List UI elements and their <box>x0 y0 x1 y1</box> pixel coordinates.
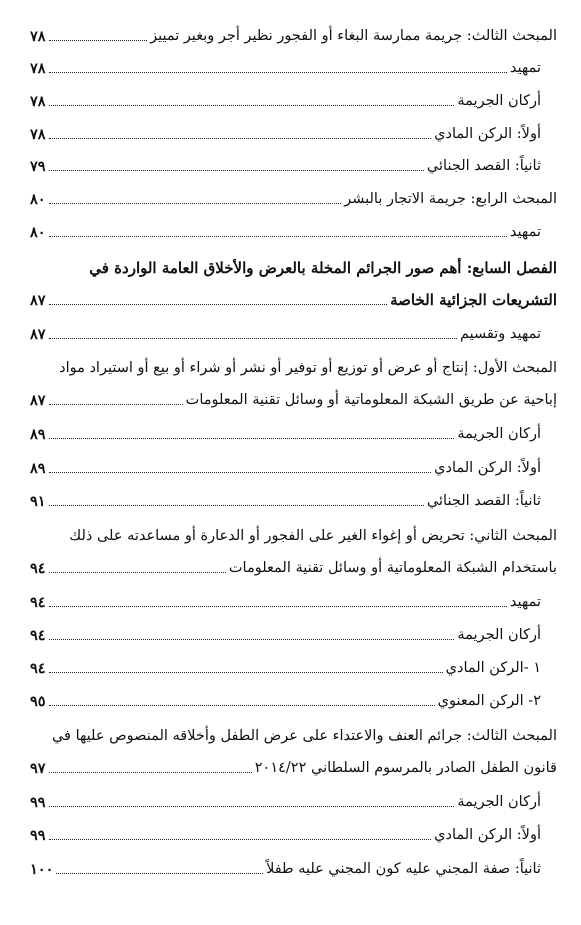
dot-leader <box>49 138 432 139</box>
toc-entry[interactable] <box>30 685 541 717</box>
toc-entry[interactable] <box>30 118 541 150</box>
dot-leader <box>49 404 183 405</box>
toc-page-number: ٨٧ <box>30 325 46 343</box>
toc-entry-title-line1: الفصل السابع: أهم صور الجرائم المخلة بالعرض والأخلاق العامة الواردة في <box>89 259 557 277</box>
dot-leader <box>49 705 435 706</box>
toc-page-number: ١٠٠ <box>30 860 54 878</box>
toc-entry-title: أولاً: الركن المادي <box>434 126 541 142</box>
toc-entry-title-line2: باستخدام الشبكة المعلوماتية أو وسائل تقنية المعلومات <box>228 560 557 576</box>
dot-leader <box>49 72 507 73</box>
toc-entry-title: تمهيد <box>509 224 541 240</box>
toc-page-number: ٩٩ <box>30 826 46 844</box>
toc-entry-title: أركان الجريمة <box>457 93 541 109</box>
toc-entry-title: تمهيد <box>509 60 541 76</box>
toc-entry-title-line1: المبحث الثاني: تحريض أو إغواء الغير على الفجور أو الدعارة أو مساعدته على ذلك <box>69 528 557 544</box>
toc-entry-title-line2: التشريعات الجزائية الخاصة <box>390 291 557 309</box>
toc-entry[interactable] <box>30 752 557 784</box>
dot-leader <box>49 40 148 41</box>
toc-page-number: ٩٤ <box>30 626 46 644</box>
toc-page-number: ٧٨ <box>30 92 46 110</box>
toc-entry[interactable] <box>30 853 541 885</box>
toc-page-number: ٨٩ <box>30 459 46 477</box>
dot-leader <box>49 772 252 773</box>
toc-entry[interactable] <box>30 150 541 182</box>
toc-entry[interactable] <box>30 318 541 350</box>
dot-leader <box>49 236 507 237</box>
toc-entry-title: تمهيد <box>509 594 541 610</box>
dot-leader <box>56 873 263 874</box>
toc-entry-title: تمهيد وتقسيم <box>459 326 541 342</box>
toc-section-heading[interactable] <box>30 352 557 384</box>
toc-entry-title: أولاً: الركن المادي <box>434 827 541 843</box>
toc-entry-title: ثانياً: صفة المجني عليه كون المجني عليه طفلاً <box>266 861 541 877</box>
dot-leader <box>49 170 424 171</box>
toc-entry-title: ثانياً: القصد الجنائي <box>426 493 541 509</box>
toc-entry[interactable] <box>30 786 541 818</box>
toc-entry-title: أركان الجريمة <box>457 627 541 643</box>
dot-leader <box>49 105 455 106</box>
toc-section-heading[interactable] <box>30 520 557 552</box>
dot-leader <box>49 304 388 305</box>
toc-entry[interactable] <box>30 52 541 84</box>
dot-leader <box>49 639 455 640</box>
toc-entry[interactable] <box>30 452 541 484</box>
toc-entry[interactable] <box>30 819 541 851</box>
toc-page-number: ٧٨ <box>30 27 46 45</box>
dot-leader <box>49 572 226 573</box>
toc-entry-title-line1: المبحث الأول: إنتاج أو عرض أو توزيع أو توفير أو نشر أو شراء أو بيع أو استيراد مواد <box>59 360 557 376</box>
toc-entry[interactable] <box>30 284 557 316</box>
toc-page-number: ٨٧ <box>30 391 46 409</box>
toc-page-number: ٩٤ <box>30 659 46 677</box>
toc-page-number: ٨٠ <box>30 190 46 208</box>
toc-page-number: ٨٩ <box>30 425 46 443</box>
toc-entry[interactable] <box>30 485 541 517</box>
toc-entry[interactable] <box>30 85 541 117</box>
toc-entry-title: ٢- الركن المعنوي <box>437 693 541 709</box>
toc-entry[interactable] <box>30 183 557 215</box>
toc-entry-title-line2: إباحية عن طريق الشبكة المعلوماتية أو وسائل تقنية المعلومات <box>185 392 557 408</box>
toc-entry-title-line1: المبحث الثالث: جرائم العنف والاعتداء على عرض الطفل وأخلاقه المنصوص عليها في <box>51 728 557 744</box>
dot-leader <box>49 338 457 339</box>
toc-entry[interactable] <box>30 384 557 416</box>
dot-leader <box>49 203 342 204</box>
toc-page-number: ٩٥ <box>30 692 46 710</box>
toc-chapter-heading[interactable] <box>30 252 557 284</box>
toc-entry-title: أركان الجريمة <box>457 426 541 442</box>
dot-leader <box>49 606 507 607</box>
toc-page-number: ٧٩ <box>30 157 46 175</box>
toc-section-heading[interactable] <box>30 720 557 752</box>
toc-page-number: ٩٩ <box>30 793 46 811</box>
toc-entry-title: ثانياً: القصد الجنائي <box>426 158 541 174</box>
toc-page-number: ٨٧ <box>30 291 46 309</box>
toc-entry[interactable] <box>30 418 541 450</box>
toc-page-number: ٩١ <box>30 492 46 510</box>
toc-entry[interactable] <box>30 552 557 584</box>
toc-entry[interactable] <box>30 619 541 651</box>
toc-entry-title: المبحث الثالث: جريمة ممارسة البغاء أو الفجور نظير أجر وبغير تمييز <box>150 28 557 44</box>
dot-leader <box>49 839 432 840</box>
toc-entry[interactable] <box>30 586 541 618</box>
toc-page-number: ٩٤ <box>30 593 46 611</box>
dot-leader <box>49 806 455 807</box>
toc-entry[interactable] <box>30 216 541 248</box>
toc-entry-title-line2: قانون الطفل الصادر بالمرسوم السلطاني ٢٠١٤/٢٢ <box>254 760 557 776</box>
toc-entry-title: أولاً: الركن المادي <box>434 460 541 476</box>
dot-leader <box>49 472 432 473</box>
toc-entry-title: المبحث الرابع: جريمة الاتجار بالبشر <box>344 191 557 207</box>
toc-page-number: ٩٧ <box>30 759 46 777</box>
toc-entry-title: ١ -الركن المادي <box>445 660 541 676</box>
toc-entry[interactable] <box>30 652 541 684</box>
toc-entry[interactable] <box>30 20 557 52</box>
toc-page-number: ٧٨ <box>30 125 46 143</box>
dot-leader <box>49 438 455 439</box>
toc-entry-title: أركان الجريمة <box>457 794 541 810</box>
toc-page-number: ٨٠ <box>30 223 46 241</box>
dot-leader <box>49 672 443 673</box>
toc-page-number: ٩٤ <box>30 559 46 577</box>
dot-leader <box>49 505 424 506</box>
toc-page-number: ٧٨ <box>30 59 46 77</box>
